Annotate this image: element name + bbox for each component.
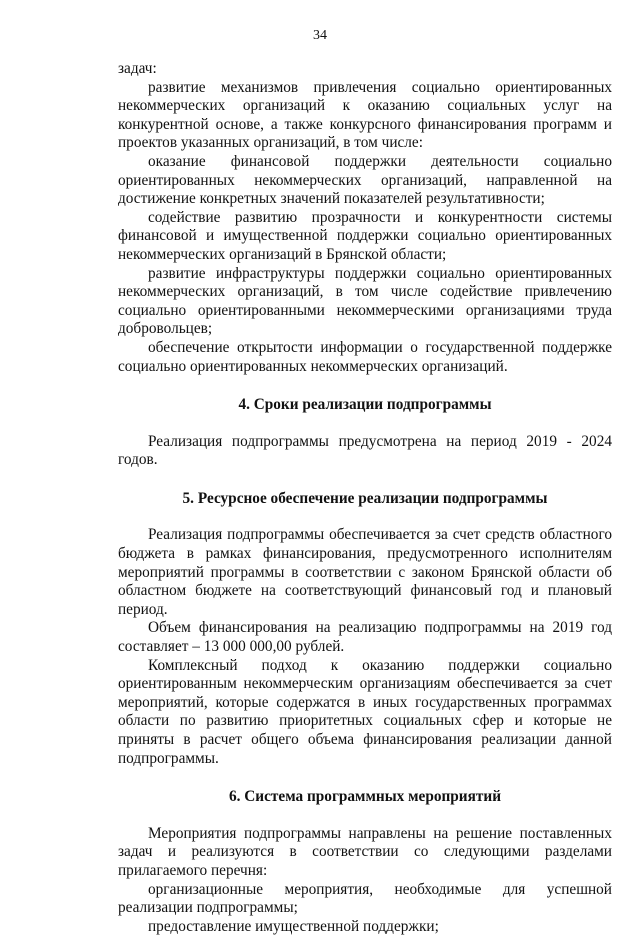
paragraph: развитие инфраструктуры поддержки социально ориентированных некоммерческих организаций, в том числе содействие привлечению социально ориентированными некоммерческими организациями труда добровольцев; [118,264,612,338]
paragraph: обеспечение открытости информации о государственной поддержке социально ориентированных некоммерческих организаций. [118,338,612,375]
section-heading: 6. Система программных мероприятий [228,788,502,806]
paragraph: организационные мероприятия, необходимые для успешной реализации подпрограммы; [118,880,612,917]
paragraph: Реализация подпрограммы предусмотрена на период 2019 - 2024 годов. [118,432,612,469]
section-heading: 5. Ресурсное обеспечение реализации подпрограммы [182,489,548,507]
document-body [118,60,612,936]
paragraph: Мероприятия подпрограммы направлены на решение поставленных задач и реализуются в соответствии со следующими разделами прилагаемого перечня: [118,824,612,879]
paragraph: развитие механизмов привлечения социально ориентированных некоммерческих организаций к оказанию социальных услуг на конкурентной основе, а также конкурсного финансирования программ и проектов указанных организаций, в том числе: [118,78,612,152]
paragraph: оказание финансовой поддержки деятельности социально ориентированных некоммерческих организаций, направленной на достижение конкретных значений показателей результативности; [118,152,612,208]
paragraph: Комплексный подход к оказанию поддержки социально ориентированным некоммерческим организациям обеспечивается за счет мероприятий, которые содержатся в иных государственных программах области по развитию приоритетных социальных сфер и которые не приняты в расчет общего объема финансирования реализации данной подпрограммы. [118,656,612,767]
section-heading: 4. Сроки реализации подпрограммы [238,396,492,414]
paragraph: задач: [118,60,157,77]
paragraph: содействие развитию прозрачности и конкурентности системы финансовой и имущественной поддержки социально ориентированных некоммерческих организаций в Брянской области; [118,208,612,263]
paragraph: Объем финансирования на реализацию подпрограммы на 2019 год составляет – 13 000 000,00 рублей. [118,619,612,656]
paragraph: предоставление имущественной поддержки; [148,917,439,935]
page-number: 34 [313,28,327,43]
paragraph: Реализация подпрограммы обеспечивается за счет средств областного бюджета в рамках финансирования, предусмотренного исполнителям мероприятий программы в соответствии с законом Брянской области об областном бюджете на соответствующий финансовый год и плановый период. [118,526,612,618]
